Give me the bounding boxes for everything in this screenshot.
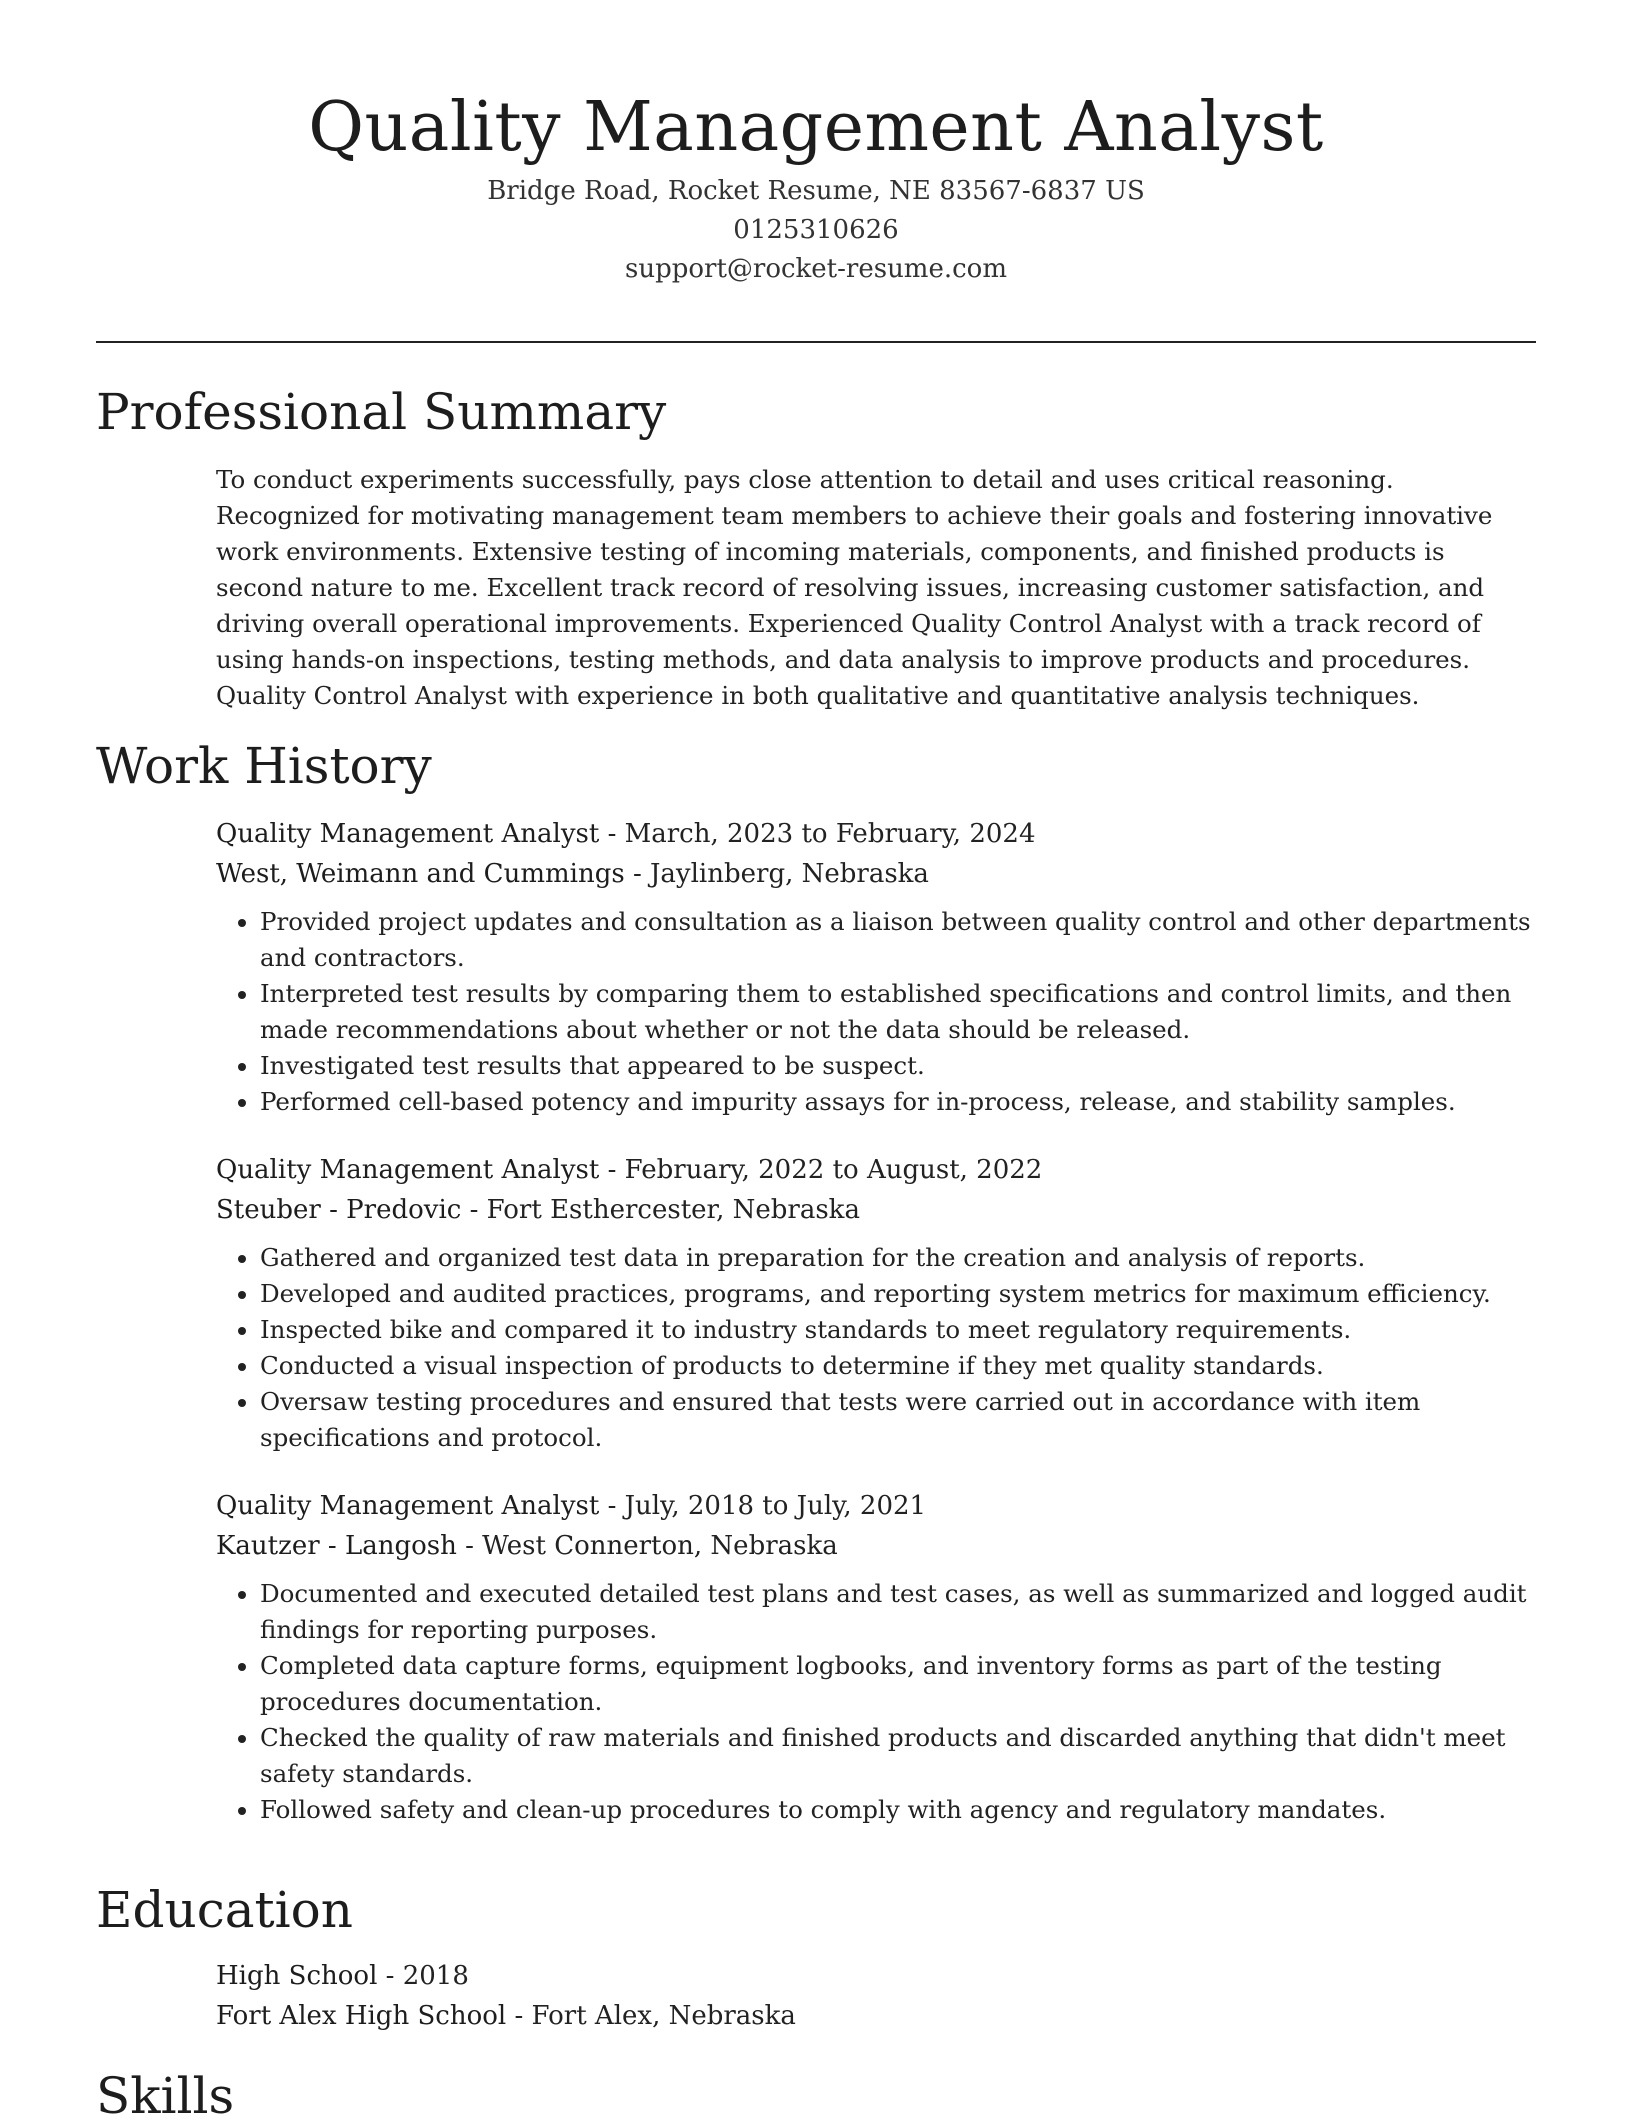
- job-bullet: • Investigated test results that appeared to be suspect.: [260, 1048, 1536, 1084]
- job-bullet: • Performed cell-based potency and impurity assays for in-process, release, and stability samples.: [260, 1084, 1536, 1120]
- education-school-line: [216, 1996, 1536, 2036]
- job-bullet: • Checked the quality of raw materials and finished products and discarded anything that didn't meet safety standards.: [260, 1720, 1536, 1792]
- job-bullet: • Developed and audited practices, programs, and reporting system metrics for maximum efficiency.: [260, 1276, 1536, 1312]
- job-bullet: • Interpreted test results by comparing them to established specifications and control limits, and then made recommendations about whether or not the data should be released.: [260, 976, 1536, 1048]
- education-degree: High School: [216, 1961, 378, 1991]
- job-location: - West Connerton, Nebraska: [456, 1531, 838, 1561]
- phone: 0125310626: [733, 215, 899, 245]
- job-title: Quality Management Analyst: [216, 819, 600, 849]
- job-dates: - July, 2018 to July, 2021: [599, 1491, 927, 1521]
- job-dates: - February, 2022 to August, 2022: [599, 1155, 1043, 1185]
- address: Bridge Road, Rocket Resume, NE 83567-6837 US: [487, 176, 1145, 206]
- skills-heading: Skills: [96, 2067, 235, 2125]
- job-bullet: • Provided project updates and consultation as a liaison between quality control and other departments and contractors.: [260, 904, 1536, 976]
- job-entry: [216, 1150, 1536, 1456]
- job-title-line: [216, 814, 1536, 854]
- job-company-line: [216, 854, 1536, 894]
- job-bullet: • Completed data capture forms, equipment logbooks, and inventory forms as part of the testing procedures documentation.: [260, 1648, 1536, 1720]
- summary-section: [216, 462, 1536, 714]
- job-entry: [216, 814, 1536, 1120]
- education-degree-line: [216, 1956, 1536, 1996]
- education-year: - 2018: [377, 1961, 469, 1991]
- candidate-name: Quality Management Analyst: [308, 88, 1324, 167]
- summary-text: To conduct experiments successfully, pays close attention to detail and uses critical reasoning. Recognized for motivating management team members to achieve their goals and fostering innovative work environments. Extensive testing of incoming materials, components, and finished products is second nature to me. Excellent track record of resolving issues, increasing customer satisfaction, and driving overall operational improvements. Experienced Quality Control Analyst with a track record of using hands-on inspections, testing methods, and data analysis to improve products and procedures. Quality Control Analyst with experience in both qualitative and quantitative analysis techniques.: [216, 465, 1493, 710]
- job-dates: - March, 2023 to February, 2024: [599, 819, 1036, 849]
- work-history-heading: Work History: [96, 737, 432, 795]
- resume-header: [96, 84, 1536, 289]
- education-section: [216, 1956, 1536, 2036]
- job-bullet: • Followed safety and clean-up procedures to comply with agency and regulatory mandates.: [260, 1792, 1536, 1828]
- job-company: West, Weimann and Cummings: [216, 859, 625, 889]
- job-title-line: [216, 1150, 1536, 1190]
- job-company: Kautzer - Langosh: [216, 1531, 457, 1561]
- job-bullet: • Inspected bike and compared it to industry standards to meet regulatory requirements.: [260, 1312, 1536, 1348]
- header-divider: [96, 341, 1536, 343]
- job-title: Quality Management Analyst: [216, 1491, 600, 1521]
- job-bullet: • Conducted a visual inspection of products to determine if they met quality standards.: [260, 1348, 1536, 1384]
- job-company-line: [216, 1190, 1536, 1230]
- education-location: - Fort Alex, Nebraska: [506, 2001, 796, 2031]
- job-company: Steuber - Predovic: [216, 1195, 462, 1225]
- job-bullet: • Gathered and organized test data in preparation for the creation and analysis of reports.: [260, 1240, 1536, 1276]
- summary-heading: Professional Summary: [96, 383, 667, 441]
- job-title-line: [216, 1486, 1536, 1526]
- contact-block: [96, 172, 1536, 289]
- work-history-section: [216, 814, 1536, 1828]
- job-bullet: • Documented and executed detailed test plans and test cases, as well as summarized and logged audit findings for reporting purposes.: [260, 1576, 1536, 1648]
- email: support@rocket-resume.com: [624, 254, 1007, 284]
- education-school: Fort Alex High School: [216, 2001, 507, 2031]
- job-location: - Jaylinberg, Nebraska: [624, 859, 929, 889]
- job-entry: [216, 1486, 1536, 1828]
- job-bullet: • Oversaw testing procedures and ensured that tests were carried out in accordance with item specifications and protocol.: [260, 1384, 1536, 1456]
- job-company-line: [216, 1526, 1536, 1566]
- job-title: Quality Management Analyst: [216, 1155, 600, 1185]
- job-bullets: [216, 1576, 1536, 1828]
- education-heading: Education: [96, 1881, 353, 1939]
- job-location: - Fort Esthercester, Nebraska: [461, 1195, 860, 1225]
- job-bullets: [216, 1240, 1536, 1456]
- job-bullets: [216, 904, 1536, 1120]
